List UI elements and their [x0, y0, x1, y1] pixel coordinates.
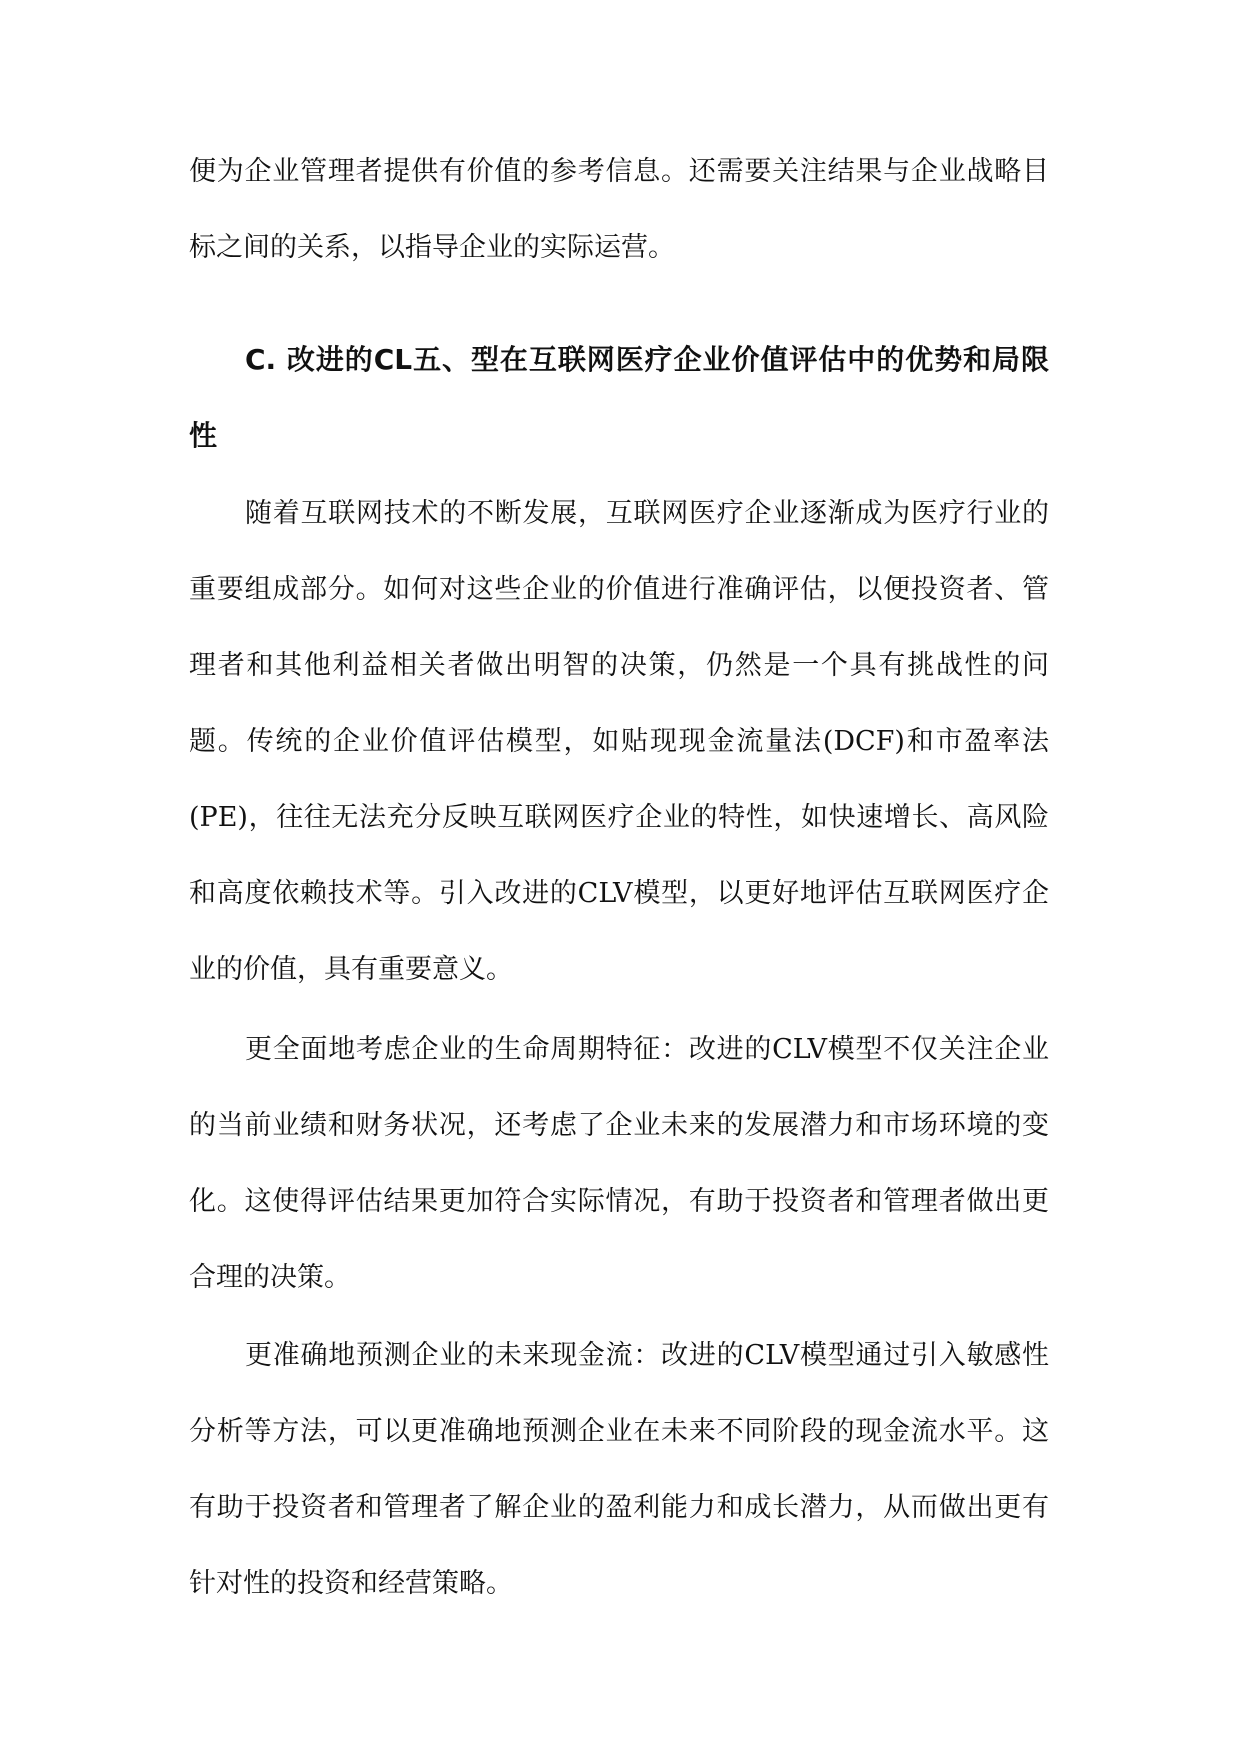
body-paragraph-1: 随着互联网技术的不断发展，互联网医疗企业逐渐成为医疗行业的重要组成部分。如何对这些企业的价值进行准确评估，以便投资者、管理者和其他利益相关者做出明智的决策，仍然是一个具有挑战性的问题。传统的企业价值评估模型，如贴现现金流量法(DCF)和市盈率法(PE)，往往无法充分反映互联网医疗企业的特性，如快速增长、高风险和高度依赖技术等。引入改进的CLV模型，以更好地评估互联网医疗企业的价值，具有重要意义。	[189, 498, 1049, 985]
section-heading: C. 改进的CL五、型在互联网医疗企业价值评估中的优势和局限性	[189, 343, 1049, 452]
intro-paragraph: 便为企业管理者提供有价值的参考信息。还需要关注结果与企业战略目标之间的关系，以指导企业的实际运营。	[189, 156, 1049, 263]
body-paragraph-2: 更全面地考虑企业的生命周期特征：改进的CLV模型不仅关注企业的当前业绩和财务状况，还考虑了企业未来的发展潜力和市场环境的变化。这使得评估结果更加符合实际情况，有助于投资者和管理者做出更合理的决策。	[189, 1034, 1049, 1293]
body-paragraph-3: 更准确地预测企业的未来现金流：改进的CLV模型通过引入敏感性分析等方法，可以更准确地预测企业在未来不同阶段的现金流水平。这有助于投资者和管理者了解企业的盈利能力和成长潜力，从而做出更有针对性的投资和经营策略。	[189, 1340, 1049, 1599]
